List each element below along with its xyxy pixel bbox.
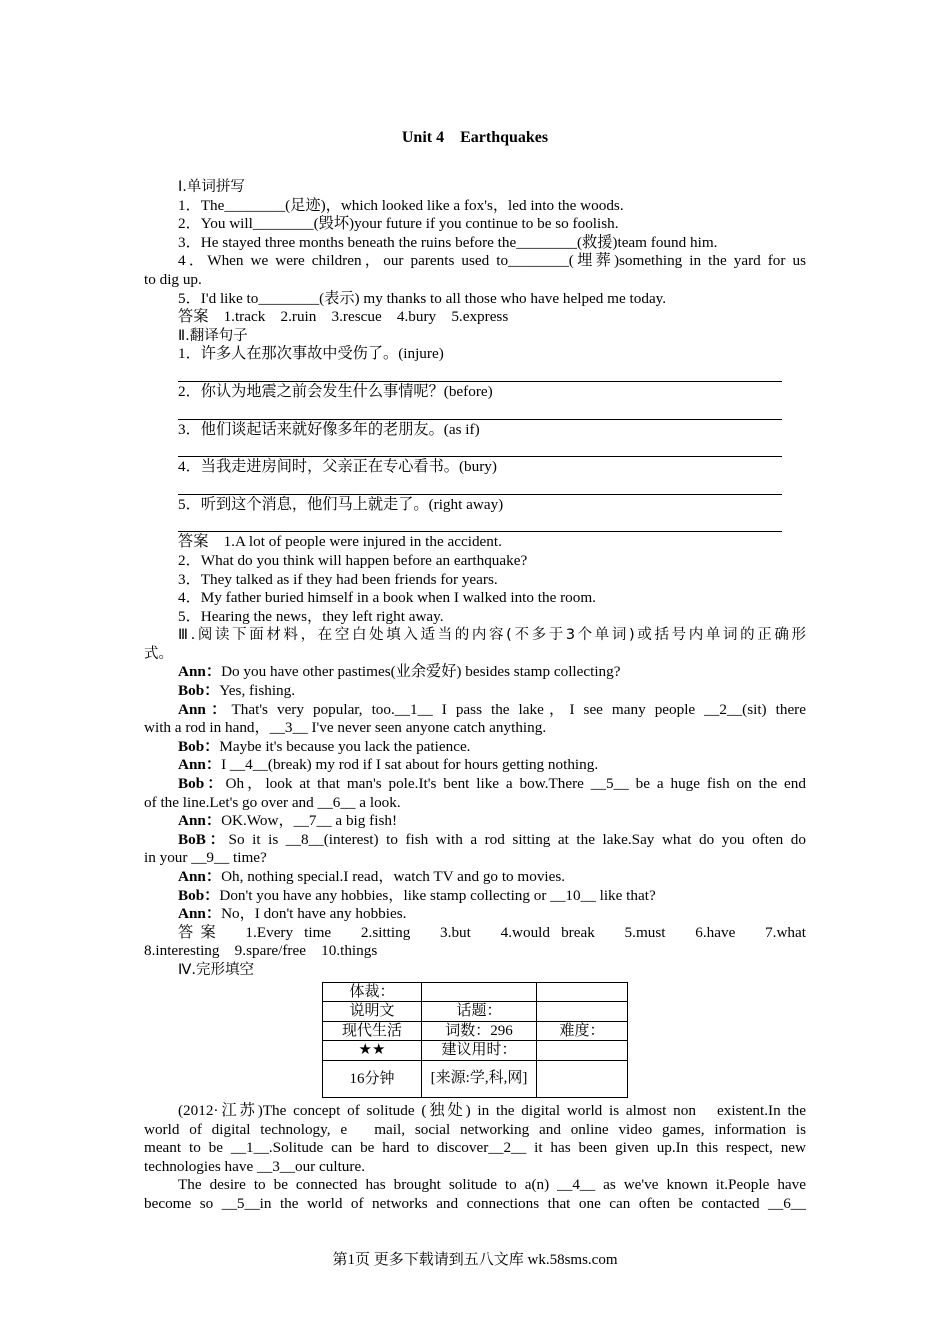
dialogue-text: Don't you have any hobbies，like stamp collecting or __10__ like that? [219, 886, 656, 904]
passage-line: The desire to be connected has brought solitude to a(n) __4__ as we've known it.People have [178, 1176, 806, 1194]
empty-cell [537, 1060, 628, 1097]
dialogue-text: Yes, fishing. [219, 682, 296, 700]
section1-answer: 答案 1.track 2.ruin 3.rescue 4.bury 5.express [178, 308, 509, 326]
section2-answer: 2．What do you think will happen before an earthquake? [178, 551, 528, 569]
empty-cell [537, 1041, 628, 1061]
answer-line [178, 406, 782, 420]
dialogue-text: So it is __8__(interest) to fish with a rod sitting at the lake.Say what do you often do [228, 830, 806, 848]
speaker-name: Bob： [178, 886, 220, 904]
empty-cell [537, 1002, 628, 1022]
speaker-name: Ann： [178, 905, 222, 923]
answer-line [178, 368, 782, 382]
answer-line [178, 443, 782, 457]
section1-item: 5．I'd like to________(表示) my thanks to all those who have helped me today. [178, 289, 667, 307]
difficulty-label: 难度： [537, 1021, 628, 1041]
dialogue-line [144, 849, 806, 868]
dialogue-text: Oh, nothing special.I read，watch TV and go to movies. [221, 868, 566, 885]
page-footer: 第1页 更多下载请到五八文库 wk.58sms.com [332, 1252, 618, 1268]
section3-answer-cont: 8.interesting 9.spare/free 10.things [144, 942, 378, 960]
speaker-name: Ann： [178, 868, 222, 885]
section2-item: 4．当我走进房间时，父亲正在专心看书。(bury) [178, 458, 497, 476]
dialogue-line [144, 794, 806, 813]
passage-line: world of digital technology, e mail, social networking and online video games, information is [144, 1120, 806, 1138]
dialogue-line [144, 775, 806, 794]
section3-heading: Ⅲ.阅读下面材料，在空白处填入适当的内容(不多于3个单词)或括号内单词的正确形 [178, 627, 806, 644]
speaker-name: Ann： [178, 756, 222, 774]
dialogue-text: No，I don't have any hobbies. [221, 905, 407, 923]
dialogue-line [144, 831, 806, 850]
section2-answer: 答案 1.A lot of people were injured in the accident. [178, 533, 502, 551]
document-body [144, 178, 806, 1214]
empty-cell [422, 982, 537, 1002]
dialogue-text: Maybe it's because you lack the patience. [219, 737, 471, 755]
passage-info-table [322, 982, 628, 1098]
dialogue-line [144, 887, 806, 906]
section2-item: 1．许多人在那次事故中受伤了。(injure) [178, 345, 444, 363]
dialogue-text: Do you have other pastimes(业余爱好) besides stamp collecting? [221, 663, 621, 681]
dialogue-line [144, 682, 806, 701]
section2-item: 5．听到这个消息，他们马上就走了。(right away) [178, 495, 504, 513]
section2-answer: 4．My father buried himself in a book when I walked into the room. [178, 589, 596, 607]
topic-value: 现代生活 [323, 1021, 422, 1041]
section3-answer: 答案 1.Every time 2.sitting 3.but 4.would break 5.must 6.have 7.what [178, 923, 806, 941]
dialogue-text: That's very popular, too.__1__ I pass the lake，I see many people __2__(sit) there [231, 700, 806, 718]
word-count: 词数：296 [422, 1021, 537, 1041]
dialogue-line [144, 905, 806, 924]
speaker-name: Ann： [178, 812, 222, 830]
section3-heading-cont: 式。 [144, 645, 173, 662]
genre-value: 说明文 [323, 1002, 422, 1022]
speaker-name: Ann： [178, 663, 222, 681]
dialogue-line [144, 868, 806, 887]
passage-line: technologies have __3__our culture. [144, 1157, 365, 1175]
section1-item: 1．The________(足迹)，which looked like a fox's，led into the woods. [178, 196, 624, 214]
dialogue-text: in your __9__ time? [144, 849, 267, 867]
source-note: [来源:学,科,网] [422, 1060, 537, 1097]
dialogue-line [144, 719, 806, 738]
empty-cell [537, 982, 628, 1002]
time-value: 16分钟 [323, 1060, 422, 1097]
speaker-name: Ann： [178, 700, 232, 718]
section1-item: 4．When we were children，our parents used to________(埋葬)something in the yard for us [178, 252, 806, 270]
dialogue-text: Oh，look at that man's pole.It's bent like a bow.There __5__ be a huge fish on the end [225, 775, 806, 793]
section2-answer: 3．They talked as if they had been friends for years. [178, 570, 498, 588]
time-label: 建议用时： [422, 1041, 537, 1061]
section2-item: 3．他们谈起话来就好像多年的老朋友。(as if) [178, 420, 480, 438]
dialogue-line [144, 756, 806, 775]
passage-line: meant to be __1__.Solitude can be hard to discover__2__ it has been given up.In this respect, new [144, 1139, 806, 1157]
dialogue-line [144, 663, 806, 682]
dialogue-text: with a rod in hand，__3__ I've never seen anyone catch anything. [144, 719, 547, 737]
section1-item: 3．He stayed three months beneath the ruins before the________(救援)team found him. [178, 233, 718, 251]
dialogue-text: I __4__(break) my rod if I sat about for hours getting nothing. [221, 756, 599, 774]
answer-line [178, 518, 782, 532]
dialogue-line [144, 738, 806, 757]
section1-item: 2．You will________(毁坏)your future if you continue to be so foolish. [178, 215, 619, 233]
speaker-name: Bob： [178, 737, 220, 755]
topic-label: 话题： [422, 1002, 537, 1022]
speaker-name: Bob： [178, 682, 220, 700]
dialogue-text: OK.Wow，__7__ a big fish! [221, 812, 398, 830]
passage-line: become so __5__in the world of networks and connections that one can often be contacted __6__ [144, 1194, 806, 1212]
dialogue-line [144, 812, 806, 831]
section2-heading: Ⅱ.翻译句子 [178, 327, 248, 344]
section1-heading: Ⅰ.单词拼写 [178, 179, 245, 195]
section2-item: 2．你认为地震之前会发生什么事情呢？(before) [178, 382, 493, 400]
section1-item-cont: to dig up. [144, 270, 202, 288]
section4-heading: Ⅳ.完形填空 [178, 961, 254, 978]
dialogue-line [144, 701, 806, 720]
passage-line: (2012·江苏)The concept of solitude (独处) in the digital world is almost non existent.In the [178, 1101, 806, 1119]
answer-line [178, 481, 782, 495]
speaker-name: BoB： [178, 830, 229, 848]
page-title: Unit 4 Earthquakes [401, 129, 549, 146]
dialogue [144, 663, 806, 923]
dialogue-text: of the line.Let's go over and __6__ a look. [144, 793, 401, 811]
difficulty-stars: ★★ [323, 1041, 422, 1061]
genre-label: 体裁： [323, 982, 422, 1002]
section2-answer: 5．Hearing the news，they left right away. [178, 607, 444, 625]
speaker-name: Bob： [178, 775, 226, 793]
